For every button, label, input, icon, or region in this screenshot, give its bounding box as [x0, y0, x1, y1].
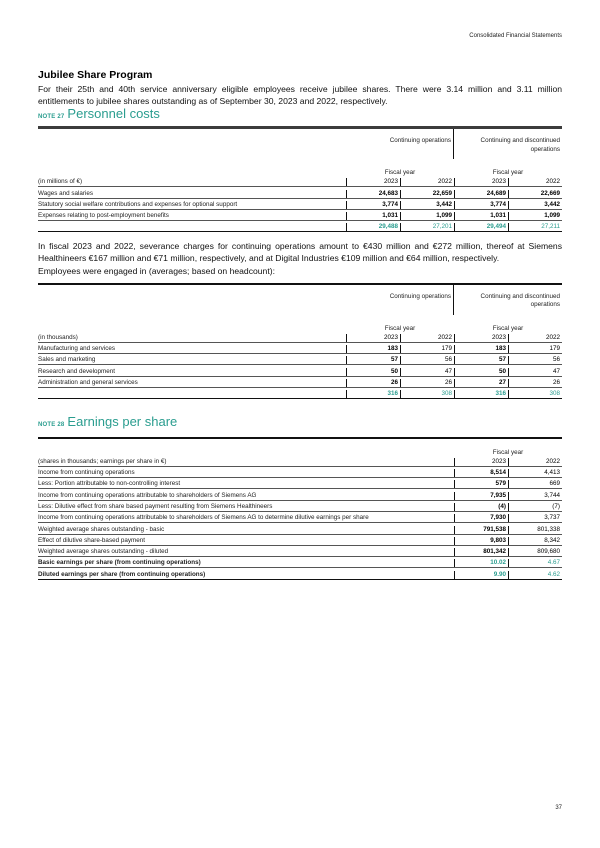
cell-value: 4,413 [508, 469, 562, 477]
cell-value: 50 [454, 368, 508, 376]
severance-text: In fiscal 2023 and 2022, severance charges for continuing operations amount to €430 million and €272 million, thereof at Siemens Healthineers €167 million and €71 million, respectively, and at Digital Industries €109 million and €64 million, respectively. [38, 241, 562, 263]
total-value: 308 [400, 390, 454, 398]
table-row [38, 467, 562, 478]
row-label: Manufacturing and services [38, 345, 116, 353]
table-row [38, 343, 562, 354]
cell-value: 26 [346, 379, 400, 387]
cell-value: 47 [508, 368, 562, 376]
unit-label: (in millions of €) [38, 178, 83, 186]
year-header: 2023 [346, 334, 400, 342]
cell-value: 47 [400, 368, 454, 376]
year-header: 2022 [508, 458, 562, 466]
cell-value: 9.90 [454, 571, 508, 579]
cell-value: 4.67 [508, 559, 562, 567]
cell-value: 4.62 [508, 571, 562, 579]
cell-value: 179 [508, 345, 562, 353]
group-header-continuing: Continuing operations [346, 285, 454, 315]
running-head: Consolidated Financial Statements [469, 33, 562, 39]
table-row [38, 377, 562, 388]
total-value: 29,494 [454, 223, 508, 231]
jubilee-title: Jubilee Share Program [38, 69, 153, 81]
table-row [38, 478, 562, 489]
cell-value: 26 [400, 379, 454, 387]
table-row [38, 354, 562, 365]
table-row [38, 489, 562, 500]
cell-value: 809,680 [508, 548, 562, 556]
year-header: 2023 [346, 178, 400, 186]
cell-value: 3,774 [346, 201, 400, 209]
eps-row [38, 557, 562, 568]
row-label: Income from continuing operations attributable to shareholders of Siemens AG to determine dilutive earnings per share [38, 514, 369, 522]
employees-intro: Employees were engaged in (averages; based on headcount): [38, 266, 275, 276]
cell-value: 57 [346, 356, 400, 364]
note-label: NOTE 27 [38, 114, 65, 120]
cell-value: 57 [454, 356, 508, 364]
cell-value: 10.02 [454, 559, 508, 567]
year-header: 2023 [454, 458, 508, 466]
table-header-row [38, 332, 562, 343]
total-value: 316 [454, 390, 508, 398]
cell-value: (7) [508, 503, 562, 511]
row-label: Weighted average shares outstanding - basic [38, 525, 165, 533]
unit-label: (in thousands) [38, 333, 78, 341]
cell-value: 3,442 [508, 201, 562, 209]
cell-value: 183 [454, 345, 508, 353]
table-row [38, 512, 562, 523]
cell-value: 7,930 [454, 514, 508, 522]
note-title: Earnings per share [67, 414, 178, 429]
group-header-continuing: Continuing operations [346, 129, 454, 159]
eps-row [38, 568, 562, 579]
row-label: Research and development [38, 367, 116, 375]
year-header: 2022 [400, 334, 454, 342]
cell-value: 579 [454, 480, 508, 488]
unit-label: (shares in thousands; earnings per share in €) [38, 457, 167, 465]
cell-value: 24,683 [346, 190, 400, 198]
personnel-costs-table [38, 126, 562, 232]
year-header: 2022 [508, 334, 562, 342]
table-row [38, 210, 562, 221]
fiscal-year-label: Fiscal year [384, 324, 416, 332]
cell-value: 1,099 [508, 212, 562, 220]
cell-value: 56 [400, 356, 454, 364]
cell-value: 801,342 [454, 548, 508, 556]
table-total-row [38, 221, 562, 232]
cell-value: (4) [454, 503, 508, 511]
cell-value: 56 [508, 356, 562, 364]
cell-value: 22,669 [508, 190, 562, 198]
row-label: Administration and general services [38, 378, 138, 386]
row-label: Weighted average shares outstanding - diluted [38, 548, 169, 556]
row-label: Effect of dilutive share-based payment [38, 536, 145, 544]
cell-value: 8,514 [454, 469, 508, 477]
table-row [38, 187, 562, 198]
cell-value: 3,774 [454, 201, 508, 209]
total-value: 27,201 [400, 223, 454, 231]
cell-value: 179 [400, 345, 454, 353]
cell-value: 3,744 [508, 492, 562, 500]
total-value: 27,211 [508, 223, 562, 231]
total-value: 29,488 [346, 223, 400, 231]
row-label: Less: Dilutive effect from share based payment resulting from Siemens Healthineers [38, 502, 273, 510]
cell-value: 183 [346, 345, 400, 353]
group-header-continuing-discontinued: Continuing and discontinued operations [480, 292, 560, 308]
table-total-row [38, 388, 562, 399]
fiscal-year-label: Fiscal year [492, 324, 524, 332]
year-header: 2022 [508, 178, 562, 186]
total-value: 316 [346, 390, 400, 398]
cell-value: 669 [508, 480, 562, 488]
year-header: 2023 [454, 178, 508, 186]
row-label: Wages and salaries [38, 189, 94, 197]
table-row [38, 365, 562, 376]
cell-value: 8,342 [508, 537, 562, 545]
fiscal-year-label: Fiscal year [384, 169, 416, 176]
row-label: Expenses relating to post-employment benefits [38, 212, 169, 220]
row-label: Less: Portion attributable to non-controlling interest [38, 480, 181, 488]
row-label: Sales and marketing [38, 356, 96, 364]
row-label: Income from continuing operations [38, 469, 135, 477]
total-value: 308 [508, 390, 562, 398]
cell-value: 22,659 [400, 190, 454, 198]
table-header-row [38, 176, 562, 187]
row-label: Statutory social welfare contributions and expenses for optional support [38, 200, 238, 208]
fiscal-year-label: Fiscal year [492, 448, 524, 456]
cell-value: 1,031 [454, 212, 508, 220]
eps-table [38, 437, 562, 580]
table-row [38, 199, 562, 210]
fiscal-year-label: Fiscal year [492, 169, 524, 176]
employees-table [38, 283, 562, 399]
cell-value: 3,737 [508, 514, 562, 522]
table-row [38, 501, 562, 512]
page-number: 37 [555, 805, 562, 811]
cell-value: 3,442 [400, 201, 454, 209]
note27-heading [38, 106, 160, 121]
row-label: Income from continuing operations attributable to shareholders of Siemens AG [38, 491, 257, 499]
table-header-row [38, 456, 562, 467]
cell-value: 27 [454, 379, 508, 387]
table-row [38, 535, 562, 546]
note28-heading [38, 414, 177, 429]
cell-value: 801,338 [508, 526, 562, 534]
cell-value: 9,803 [454, 537, 508, 545]
note-label: NOTE 28 [38, 422, 65, 428]
jubilee-text: For their 25th and 40th service anniversary eligible employees receive jubilee shares. There were 3.14 million and 3.11 million entitlements to jubilee shares outstanding as of September 30, 2023 and 2022, respectively. [38, 84, 562, 106]
cell-value: 1,031 [346, 212, 400, 220]
cell-value: 1,099 [400, 212, 454, 220]
cell-value: 791,538 [454, 526, 508, 534]
row-label: Diluted earnings per share (from continuing operations) [38, 570, 206, 578]
year-header: 2022 [400, 178, 454, 186]
note-title: Personnel costs [67, 106, 160, 121]
row-label: Basic earnings per share (from continuing operations) [38, 559, 201, 567]
cell-value: 26 [508, 379, 562, 387]
cell-value: 7,935 [454, 492, 508, 500]
year-header: 2023 [454, 334, 508, 342]
table-row [38, 523, 562, 534]
table-row [38, 546, 562, 557]
cell-value: 50 [346, 368, 400, 376]
cell-value: 24,689 [454, 190, 508, 198]
group-header-continuing-discontinued: Continuing and discontinued operations [480, 137, 560, 153]
